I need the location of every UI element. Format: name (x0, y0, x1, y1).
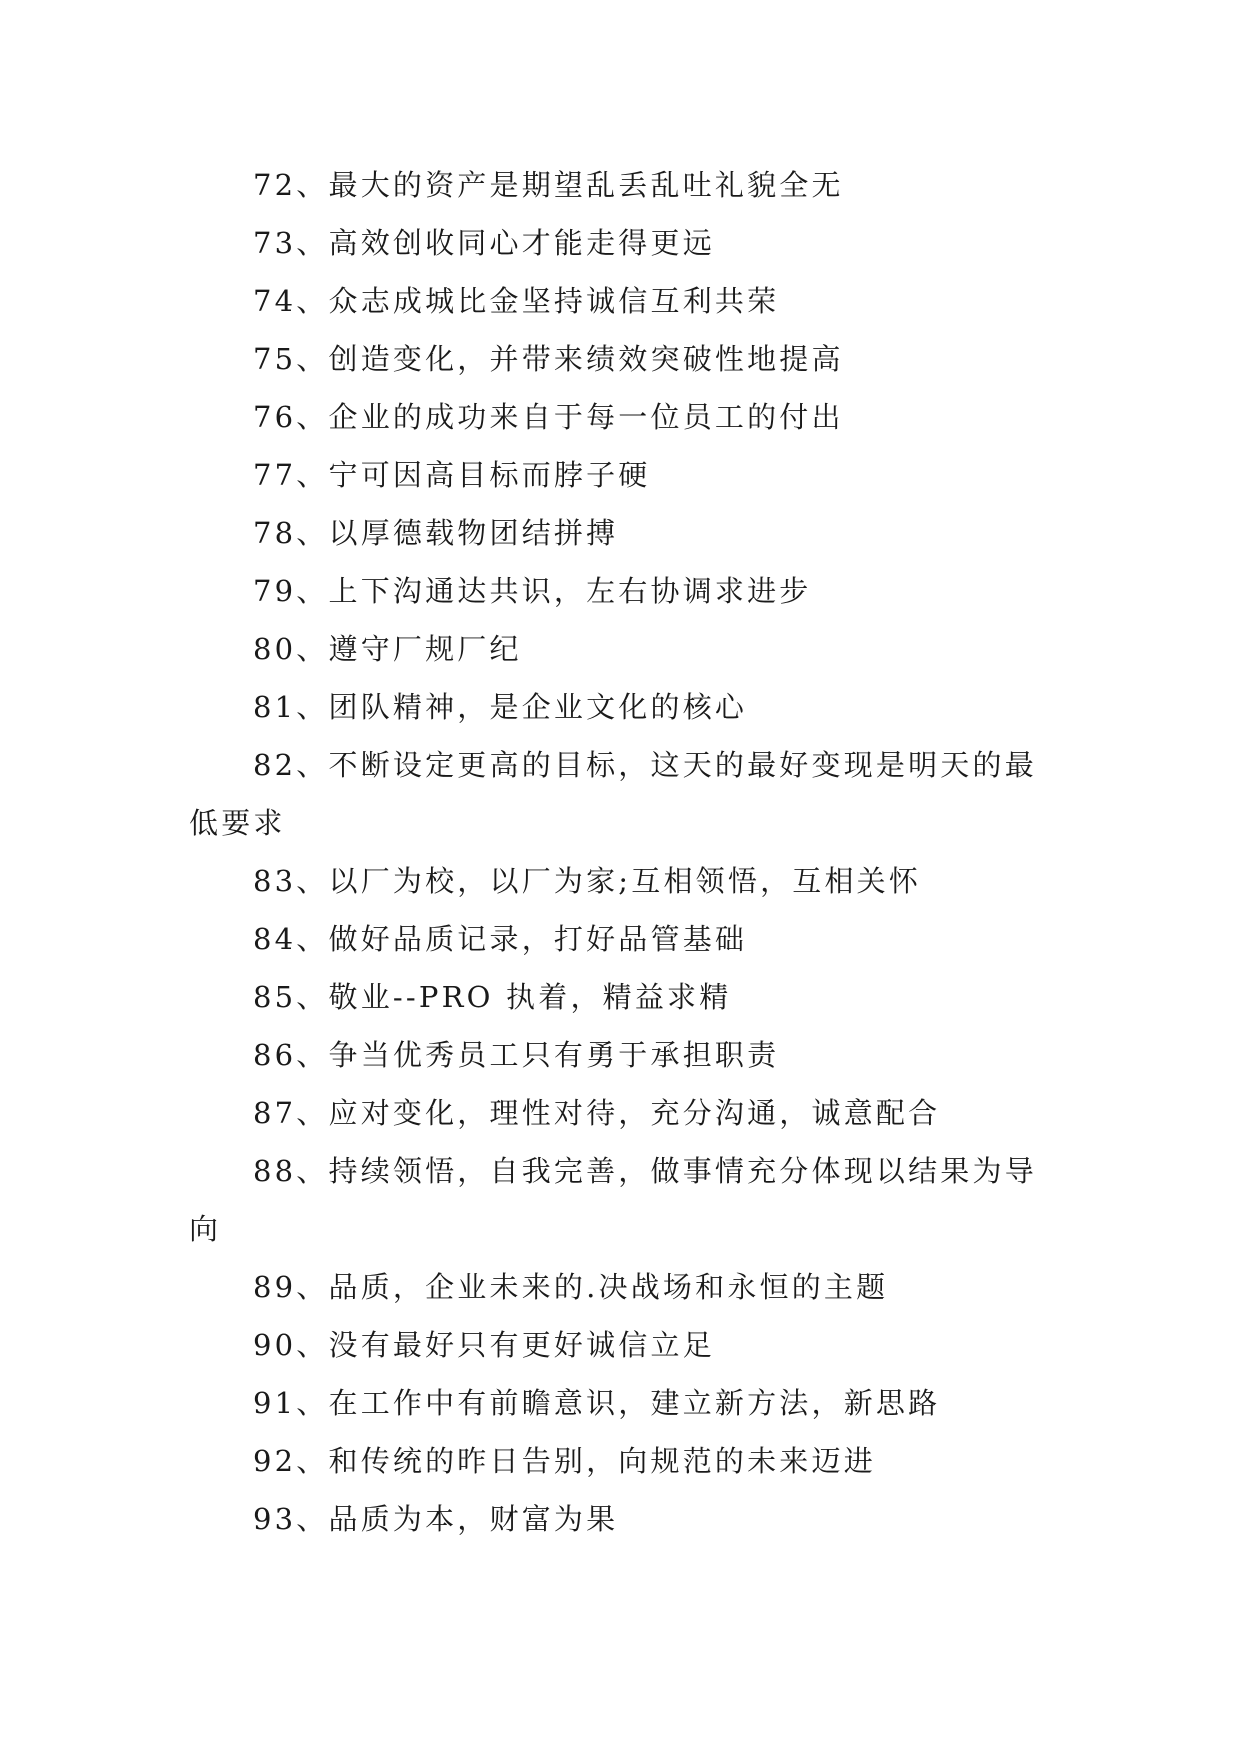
slogan-line: 92、和传统的昨日告别，向规范的未来迈进 (253, 1444, 876, 1478)
slogan-line: 83、以厂为校，以厂为家;互相领悟，互相关怀 (253, 864, 922, 898)
slogan-line: 84、做好品质记录，打好品管基础 (253, 922, 748, 956)
slogan-line: 78、以厚德载物团结拼搏 (253, 516, 619, 550)
slogan-line: 87、应对变化，理性对待，充分沟通，诚意配合 (253, 1096, 941, 1130)
slogan-line: 72、最大的资产是期望乱丢乱吐礼貌全无 (253, 168, 844, 202)
slogan-line: 81、团队精神，是企业文化的核心 (253, 690, 748, 724)
slogan-line: 82、不断设定更高的目标，这天的最好变现是明天的最低要求 (189, 748, 1037, 840)
document-body (189, 156, 1049, 1548)
slogan-line: 90、没有最好只有更好诚信立足 (253, 1328, 715, 1362)
slogan-line: 89、品质，企业未来的.决战场和永恒的主题 (253, 1270, 889, 1304)
slogan-line: 93、品质为本，财富为果 (253, 1502, 619, 1536)
slogan-line: 86、争当优秀员工只有勇于承担职责 (253, 1038, 780, 1072)
slogan-line: 75、创造变化，并带来绩效突破性地提高 (253, 342, 844, 376)
slogan-line: 74、众志成城比金坚持诚信互利共荣 (253, 284, 780, 318)
slogan-line: 79、上下沟通达共识，左右协调求进步 (253, 574, 812, 608)
slogan-line: 73、高效创收同心才能走得更远 (253, 226, 715, 260)
slogan-line: 76、企业的成功来自于每一位员工的付出 (253, 400, 844, 434)
slogan-line: 85、敬业--PRO 执着，精益求精 (253, 980, 732, 1014)
slogan-line: 88、持续领悟，自我完善，做事情充分体现以结果为导向 (189, 1154, 1037, 1246)
slogan-line: 91、在工作中有前瞻意识，建立新方法，新思路 (253, 1386, 941, 1420)
slogan-line: 80、遵守厂规厂纪 (253, 632, 522, 666)
slogan-line: 77、宁可因高目标而脖子硬 (253, 458, 651, 492)
